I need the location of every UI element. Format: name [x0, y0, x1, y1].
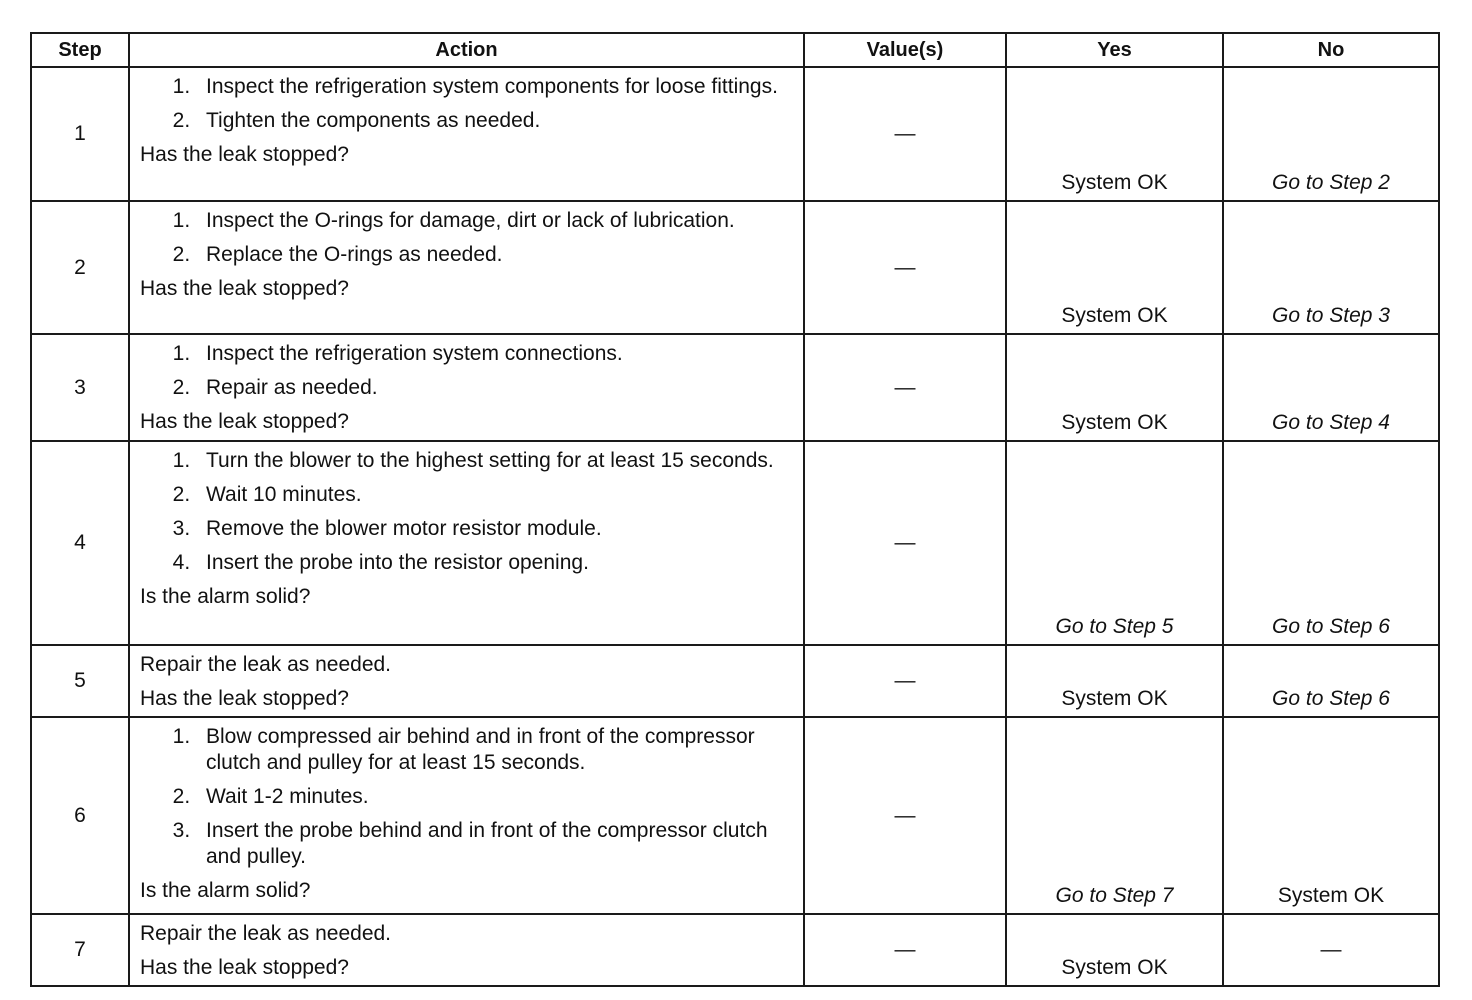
- no-result: Go to Step 6: [1223, 441, 1439, 645]
- action-question: Is the alarm solid?: [140, 585, 311, 608]
- value-cell: —: [804, 441, 1006, 645]
- action-list: [140, 448, 793, 576]
- action-question: Has the leak stopped?: [140, 143, 349, 166]
- no-result: —: [1223, 914, 1439, 986]
- yes-result: Go to Step 7: [1006, 717, 1223, 914]
- diagnostic-table: [30, 32, 1440, 987]
- step-number: 1: [31, 67, 129, 201]
- action-item: 2. Replace the O-rings as needed.: [196, 242, 793, 268]
- action-list: [140, 341, 793, 401]
- yes-result: System OK: [1006, 914, 1223, 986]
- yes-result: System OK: [1006, 67, 1223, 201]
- header-step: Step: [31, 33, 129, 67]
- action-item: 2. Tighten the components as needed.: [196, 108, 793, 134]
- no-result: Go to Step 6: [1223, 645, 1439, 717]
- action-list: [140, 74, 793, 134]
- action-item: 1. Inspect the refrigeration system components for loose fittings.: [196, 74, 793, 100]
- table-row: [31, 441, 1439, 645]
- action-question: Has the leak stopped?: [140, 277, 349, 300]
- action-item: 3. Insert the probe behind and in front of the compressor clutch and pulley.: [196, 818, 793, 870]
- table-row: [31, 334, 1439, 441]
- table-row: [31, 201, 1439, 334]
- no-result: Go to Step 2: [1223, 67, 1439, 201]
- table-row: [31, 645, 1439, 717]
- value-cell: —: [804, 334, 1006, 441]
- header-values: Value(s): [804, 33, 1006, 67]
- header-row: [31, 33, 1439, 67]
- action-item: 4. Insert the probe into the resistor opening.: [196, 550, 793, 576]
- no-result: Go to Step 3: [1223, 201, 1439, 334]
- value-cell: —: [804, 914, 1006, 986]
- header-action: Action: [129, 33, 804, 67]
- value-cell: —: [804, 645, 1006, 717]
- yes-result: System OK: [1006, 645, 1223, 717]
- action-cell: [129, 717, 804, 914]
- header-yes: Yes: [1006, 33, 1223, 67]
- action-line: Repair the leak as needed.: [140, 653, 392, 676]
- no-result: Go to Step 4: [1223, 334, 1439, 441]
- value-cell: —: [804, 201, 1006, 334]
- step-number: 5: [31, 645, 129, 717]
- action-item: 1. Blow compressed air behind and in front of the compressor clutch and pulley for at least 15 seconds.: [196, 724, 793, 776]
- header-no: No: [1223, 33, 1439, 67]
- value-cell: —: [804, 67, 1006, 201]
- table-row: [31, 717, 1439, 914]
- action-question: Has the leak stopped?: [140, 410, 349, 433]
- action-cell: [129, 334, 804, 441]
- action-item: 2. Wait 1-2 minutes.: [196, 784, 793, 810]
- action-item: 1. Turn the blower to the highest setting for at least 15 seconds.: [196, 448, 793, 474]
- yes-result: System OK: [1006, 334, 1223, 441]
- table-row: [31, 67, 1439, 201]
- action-cell: [129, 645, 804, 717]
- action-question: Has the leak stopped?: [140, 687, 349, 710]
- action-question: Is the alarm solid?: [140, 879, 311, 902]
- action-item: 1. Inspect the O-rings for damage, dirt or lack of lubrication.: [196, 208, 793, 234]
- step-number: 2: [31, 201, 129, 334]
- table-row: [31, 914, 1439, 986]
- step-number: 7: [31, 914, 129, 986]
- action-cell: [129, 914, 804, 986]
- action-cell: [129, 441, 804, 645]
- step-number: 6: [31, 717, 129, 914]
- action-item: 3. Remove the blower motor resistor module.: [196, 516, 793, 542]
- action-cell: [129, 67, 804, 201]
- no-result: System OK: [1223, 717, 1439, 914]
- action-line: Repair the leak as needed.: [140, 922, 392, 945]
- value-cell: —: [804, 717, 1006, 914]
- yes-result: Go to Step 5: [1006, 441, 1223, 645]
- action-list: [140, 724, 793, 870]
- action-list: [140, 208, 793, 268]
- step-number: 3: [31, 334, 129, 441]
- action-item: 1. Inspect the refrigeration system connections.: [196, 341, 793, 367]
- yes-result: System OK: [1006, 201, 1223, 334]
- action-item: 2. Wait 10 minutes.: [196, 482, 793, 508]
- action-item: 2. Repair as needed.: [196, 375, 793, 401]
- step-number: 4: [31, 441, 129, 645]
- action-cell: [129, 201, 804, 334]
- action-question: Has the leak stopped?: [140, 956, 349, 979]
